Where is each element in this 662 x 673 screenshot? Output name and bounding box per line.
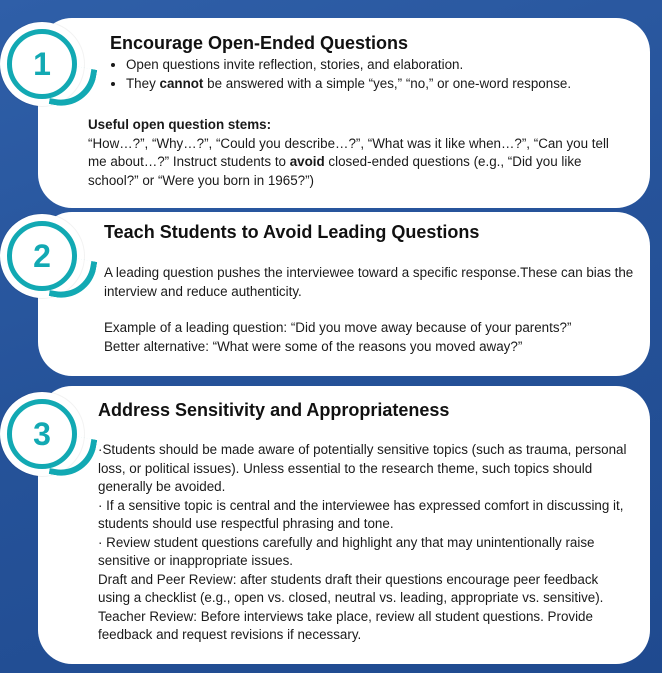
sensitivity-line: Teacher Review: Before interviews take place, review all student questions. Provide feedback and request revisions if necessary. [98, 608, 593, 642]
section-1-bullets [110, 56, 640, 93]
badge-number: 3 [33, 416, 51, 452]
number-badge-3 [0, 392, 84, 476]
number-badge-2 [0, 214, 84, 298]
bullet-item: • Open questions invite reflection, stories, and elaboration. [126, 56, 640, 75]
section-card-2 [38, 212, 650, 376]
sensitivity-line: Draft and Peer Review: after students draft their questions encourage peer feedback using a checklist (e.g., open vs. closed, neutral vs. leading, appropriate vs. sensitive). [98, 571, 604, 605]
section-3-body [98, 441, 633, 645]
section-1-stems [88, 116, 628, 190]
section-1-title: Encourage Open-Ended Questions [110, 33, 409, 53]
stems-post: closed-ended questions (e.g., “Did you like school?” or “Were you born in 1965?”) [88, 154, 582, 188]
bullet-bold: cannot [159, 75, 204, 91]
section-3-title: Address Sensitivity and Appropriateness [98, 400, 450, 420]
bullet-text: They [126, 75, 160, 91]
sensitivity-line: ·Students should be made aware of potentially sensitive topics (such as trauma, personal loss, or political issues). Unless essential to the research theme, such topics should generally be avoided. [98, 442, 627, 494]
number-badge-1 [0, 22, 84, 106]
badge-number: 1 [33, 46, 51, 82]
section-card-1 [38, 18, 650, 208]
leading-example: Example of a leading question: “Did you move away because of your parents?” [104, 320, 572, 335]
section-2-title: Teach Students to Avoid Leading Questions [104, 222, 480, 242]
leading-definition: A leading question pushes the interviewee toward a specific response.These can bias the interview and reduce authenticity. [104, 265, 634, 299]
badge-number: 2 [33, 238, 51, 274]
bullet-item [126, 75, 640, 94]
sensitivity-line: · If a sensitive topic is central and the interviewee has expressed comfort in discussing it, students should use respectful phrasing and tone. [98, 497, 624, 531]
bullet-text: be answered with a simple “yes,” “no,” or one-word response. [203, 75, 572, 91]
section-2-body [104, 264, 634, 356]
stems-heading: Useful open question stems: [88, 117, 272, 132]
section-card-3 [38, 386, 650, 664]
leading-alternative: Better alternative: “What were some of the reasons you moved away?” [104, 338, 523, 354]
stems-text [88, 135, 628, 191]
sensitivity-line: · Review student questions carefully and highlight any that may unintentionally raise sensitive or inappropriate issues. [98, 534, 595, 568]
stems-pre: “How…?”, “Why…?”, “Could you describe…?”, “What was it like when…?”, “Can you tell me about…?” Instruct students to [88, 135, 609, 169]
stems-bold: avoid [289, 154, 325, 169]
